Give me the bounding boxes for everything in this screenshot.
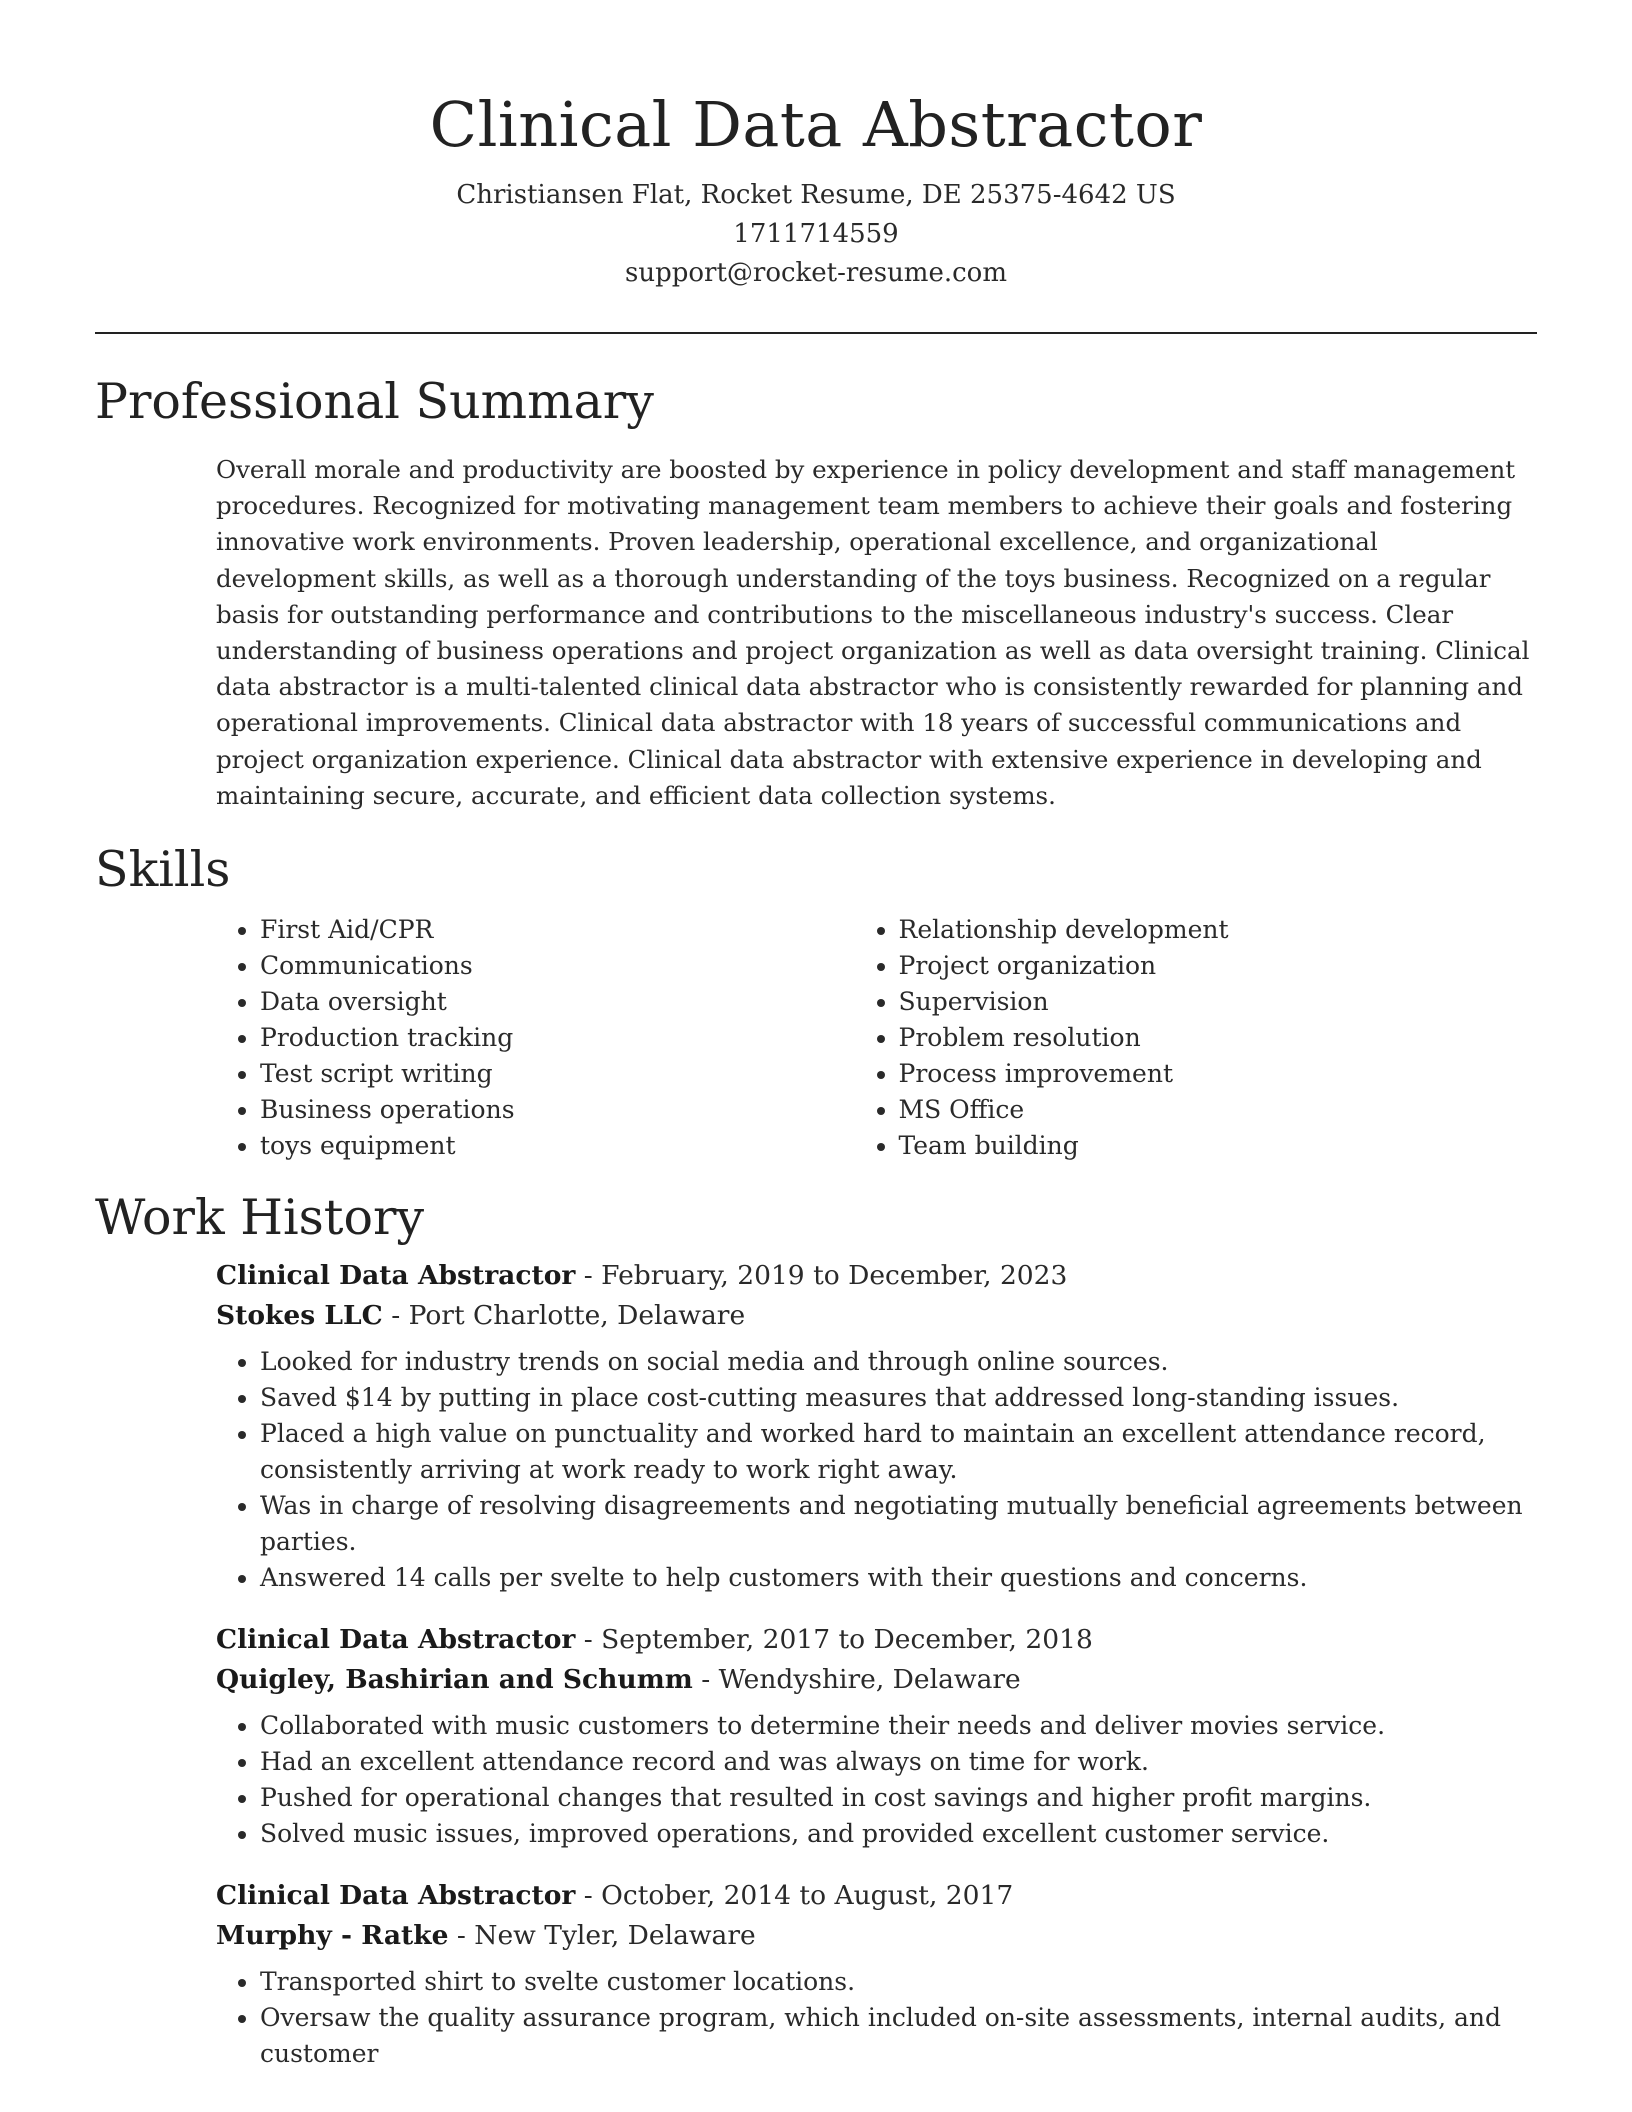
skill-item: • Problem resolution [899,1020,1538,1056]
job-bullet: • Placed a high value on punctuality and worked hard to maintain an excellent attendance record, consistently arriving at work ready to work right away. [260,1416,1560,1488]
work-history-heading: Work History [95,1189,425,1247]
job-company: Stokes LLC [216,1300,383,1332]
job-entry [216,1620,1537,1852]
skill-item: • Relationship development [899,912,1538,948]
job-bullet: • Saved $14 by putting in place cost-cutting measures that addressed long-standing issues. [260,1380,1560,1416]
job-location: - Port Charlotte, Delaware [382,1300,746,1332]
job-company-line [216,1660,1537,1700]
skill-item: • toys equipment [260,1128,899,1164]
job-role: Clinical Data Abstractor [216,1624,576,1656]
header-divider [95,332,1537,334]
summary-section [216,452,1537,814]
job-role: Clinical Data Abstractor [216,1880,576,1912]
job-title-line [216,1620,1537,1660]
job-company: Murphy - Ratke [216,1920,449,1952]
job-dates: - October, 2014 to August, 2017 [575,1880,1014,1912]
skill-item: • Project organization [899,948,1538,984]
summary-text: Overall morale and productivity are boosted by experience in policy development and staff management procedures. Recognized for motivating management team members to achieve their goals and fostering innovative work environments. Proven leadership, operational excellence, and organizational development skills, as well as a thorough understanding of the toys business. Recognized on a regular basis for outstanding performance and contributions to the miscellaneous industry's success. Clear understanding of business operations and project organization as well as data oversight training. Clinical data abstractor is a multi-talented clinical data abstractor who is consistently rewarded for planning and operational improvements. Clinical data abstractor with 18 years of successful communications and project organization experience. Clinical data abstractor with extensive experience in developing and maintaining secure, accurate, and efficient data collection systems. [216,455,1530,810]
job-role: Clinical Data Abstractor [216,1260,576,1292]
job-bullet: • Had an excellent attendance record and was always on time for work. [260,1744,1560,1780]
job-bullets [216,1964,1560,2072]
skills-heading: Skills [95,841,231,899]
work-history-section [216,1256,1537,2072]
job-company-line [216,1296,1537,1336]
skill-item: • Test script writing [260,1056,899,1092]
skill-item: • Supervision [899,984,1538,1020]
job-bullet: • Was in charge of resolving disagreements and negotiating mutually beneficial agreements between parties. [260,1488,1560,1560]
job-bullet: • Answered 14 calls per svelte to help customers with their questions and concerns. [260,1560,1560,1596]
job-entry [216,1256,1537,1596]
job-company-line [216,1916,1537,1956]
job-bullet: • Solved music issues, improved operations, and provided excellent customer service. [260,1816,1560,1852]
skills-grid [260,912,1537,1164]
job-bullet: • Collaborated with music customers to determine their needs and deliver movies service. [260,1708,1560,1744]
skill-item: • Communications [260,948,899,984]
job-bullets [216,1344,1560,1596]
job-company: Quigley, Bashirian and Schumm [216,1664,693,1696]
skill-item: • Data oversight [260,984,899,1020]
job-title-line [216,1256,1537,1296]
contact-info [95,176,1537,293]
job-bullet: • Transported shirt to svelte customer locations. [260,1964,1560,2000]
candidate-title: Clinical Data Abstractor [429,88,1203,161]
resume-page [95,0,1537,2072]
job-bullet: • Looked for industry trends on social media and through online sources. [260,1344,1560,1380]
job-entry [216,1876,1537,2072]
skill-item: • First Aid/CPR [260,912,899,948]
address: Christiansen Flat, Rocket Resume, DE 25375-4642 US [456,180,1176,210]
job-bullet: • Oversaw the quality assurance program, which included on-site assessments, internal audits, and customer [260,2000,1560,2072]
skill-item: • Business operations [260,1092,899,1128]
job-location: - Wendyshire, Delaware [692,1664,1021,1696]
resume-header [95,0,1537,293]
job-bullet: • Pushed for operational changes that resulted in cost savings and higher profit margins. [260,1780,1560,1816]
job-bullets [216,1708,1560,1852]
skill-item: • MS Office [899,1092,1538,1128]
skills-right-column [899,912,1538,1164]
email: support@rocket-resume.com [624,258,1007,288]
job-title-line [216,1876,1537,1916]
job-dates: - September, 2017 to December, 2018 [575,1624,1093,1656]
summary-heading: Professional Summary [95,373,654,430]
job-location: - New Tyler, Delaware [448,1920,756,1952]
skills-left-column [260,912,899,1164]
skill-item: • Production tracking [260,1020,899,1056]
skill-item: • Process improvement [899,1056,1538,1092]
job-dates: - February, 2019 to December, 2023 [575,1260,1068,1292]
skill-item: • Team building [899,1128,1538,1164]
phone: 1711714559 [733,219,899,249]
